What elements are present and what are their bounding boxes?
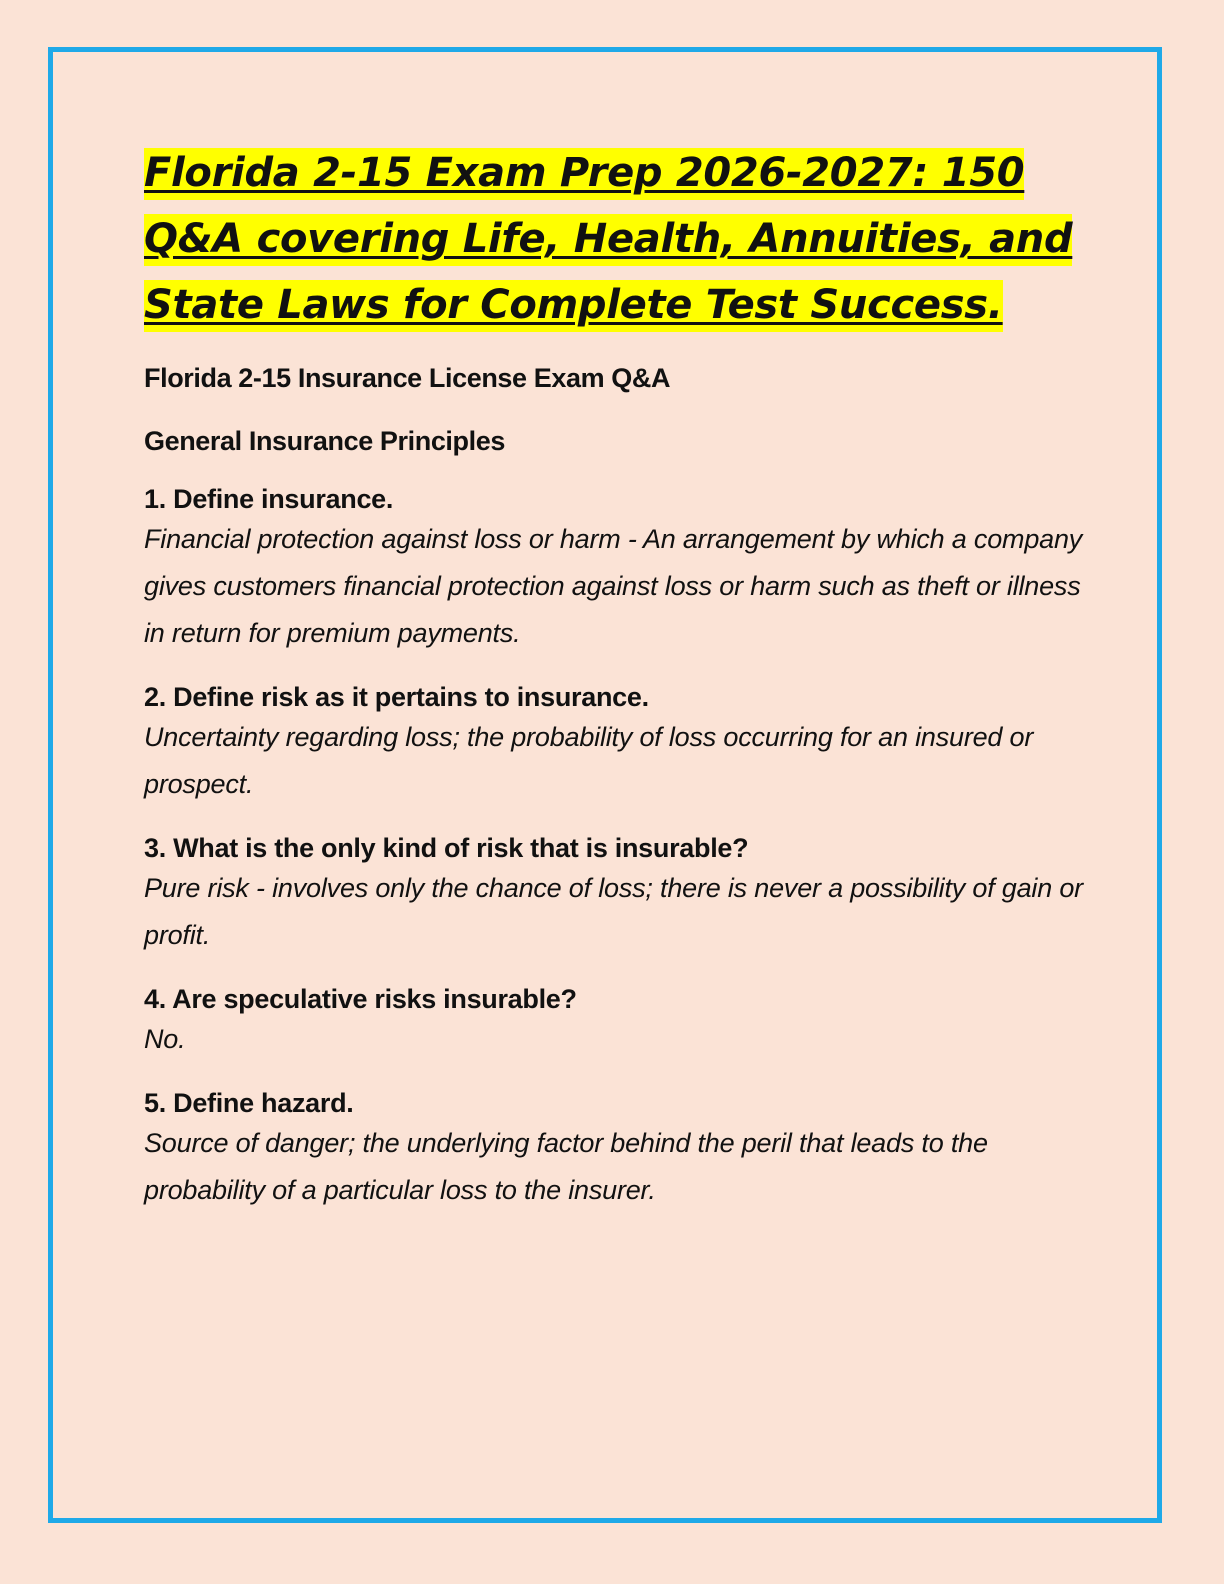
answer-text: Uncertainty regarding loss; the probability of loss occurring for an insured or prospect. — [144, 722, 1034, 799]
qa-item — [144, 1083, 1084, 1214]
qa-item — [144, 479, 1084, 657]
qa-item — [144, 677, 1084, 808]
document-title-text: Florida 2-15 Exam Prep 2026-2027: 150 Q&A covering Life, Health, Annuities, and State Laws for Complete Test Success. — [144, 148, 1072, 332]
question-text: 4. Are speculative risks insurable? — [144, 984, 577, 1014]
question-text: 2. Define risk as it pertains to insurance. — [144, 682, 649, 712]
answer-text: Source of danger; the underlying factor behind the peril that leads to the probability of a particular loss to the insurer. — [144, 1128, 988, 1205]
document-content — [144, 140, 1084, 1214]
document-title — [144, 140, 1084, 338]
answer-text: No. — [144, 1024, 186, 1054]
document-subtitle: Florida 2-15 Insurance License Exam Q&A — [144, 363, 671, 393]
question-text: 5. Define hazard. — [144, 1088, 354, 1118]
question-text: 1. Define insurance. — [144, 484, 394, 514]
question-text: 3. What is the only kind of risk that is insurable? — [144, 833, 749, 863]
section-heading: General Insurance Principles — [144, 426, 505, 456]
answer-text: Pure risk - involves only the chance of loss; there is never a possibility of gain or profit. — [144, 873, 1083, 950]
qa-item — [144, 979, 1084, 1063]
qa-item — [144, 828, 1084, 959]
answer-text: Financial protection against loss or harm - An arrangement by which a company gives customers financial protection against loss or harm such as theft or illness in return for premium payments. — [144, 524, 1083, 648]
